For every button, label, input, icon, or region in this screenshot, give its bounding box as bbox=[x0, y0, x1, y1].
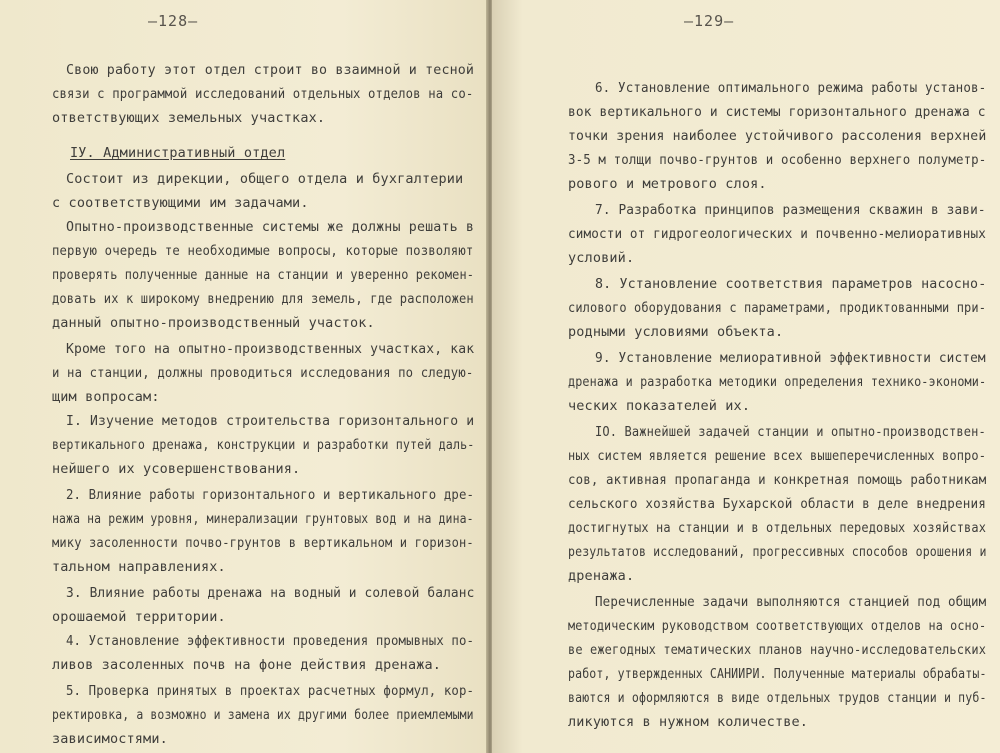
text-line: 5. Проверка принятых в проектах расчетных формул, кор- bbox=[66, 683, 475, 699]
right-page-number: —129— bbox=[684, 12, 735, 30]
text-line: 2. Влияние работы горизонтального и вертикального дре- bbox=[66, 487, 475, 503]
left-page-number: —128— bbox=[148, 12, 199, 30]
text-line: зависимостями. bbox=[52, 731, 168, 747]
text-line: 9. Установление мелиоративной эффективности систем bbox=[595, 350, 986, 366]
text-line: 6. Установление оптимального режима работы установ- bbox=[595, 80, 987, 96]
text-line: 3. Влияние работы дренажа на водный и солевой баланс bbox=[66, 585, 475, 601]
text-line: первую очередь те необходимые вопросы, которые позволяют bbox=[52, 243, 474, 259]
text-line: орошаемой территории. bbox=[52, 609, 226, 625]
text-line: I. Изучение методов строительства горизонтального и bbox=[66, 413, 475, 429]
text-line: данный опытно-производственный участок. bbox=[52, 315, 375, 331]
text-line: вок вертикального и системы горизонтального дренажа с bbox=[568, 104, 986, 120]
text-line: Опытно-производственные системы же должны решать в bbox=[66, 219, 475, 235]
text-line: вертикального дренажа, конструкции и разработки путей даль- bbox=[52, 437, 475, 453]
text-line: 4. Установление эффективности проведения промывных по- bbox=[66, 633, 475, 649]
text-line: связи с программой исследований отдельных отделов на со- bbox=[52, 86, 474, 102]
text-line: работ, утвержденных САНИИРИ. Полученные материалы обрабаты- bbox=[568, 666, 987, 682]
text-line: ликуются в нужном количестве. bbox=[568, 714, 809, 730]
text-line: ответствующих земельных участках. bbox=[52, 110, 326, 126]
text-line: рового и метрового слоя. bbox=[568, 176, 767, 192]
text-line: сов, активная пропаганда и конкретная помощь работникам bbox=[568, 472, 987, 488]
text-line: Перечисленные задачи выполняются станцией под общим bbox=[595, 594, 987, 610]
text-line: результатов исследований, прогрессивных способов орошения и bbox=[568, 544, 987, 560]
text-line: ливов засоленных почв на фоне действия дренажа. bbox=[52, 657, 442, 673]
text-line: родными условиями объекта. bbox=[568, 324, 784, 340]
text-line: ческих показателей их. bbox=[568, 398, 751, 414]
text-line: Свою работу этот отдел строит во взаимной и тесной bbox=[66, 62, 475, 78]
text-line: 3-5 м толщи почво-грунтов и особенно верхнего полуметр- bbox=[568, 152, 987, 168]
text-line: ваются и оформляются в виде отдельных трудов станции и пуб- bbox=[568, 690, 987, 706]
text-line: 7. Разработка принципов размещения скважин в зави- bbox=[595, 202, 986, 218]
text-line: Состоит из дирекции, общего отдела и бухгалтерии bbox=[66, 171, 464, 187]
text-line: ве ежегодных тематических планов научно-исследовательских bbox=[568, 642, 987, 658]
text-line: щим вопросам: bbox=[52, 389, 160, 405]
text-line: достигнутых на станции и в отдельных передовых хозяйствах bbox=[568, 520, 987, 536]
left-page bbox=[0, 0, 488, 753]
text-line: тальном направлениях. bbox=[52, 559, 226, 575]
text-line: ректировка, а возможно и замена их другими более приемлемыми bbox=[52, 707, 474, 723]
text-line: условий. bbox=[568, 250, 635, 266]
text-line: симости от гидрогеологических и почвенно-мелиоративных bbox=[568, 226, 986, 242]
text-line: методическим руководством соответствующих отделов на осно- bbox=[568, 618, 987, 634]
text-line: с соответствующими им задачами. bbox=[52, 195, 309, 211]
text-line: дренажа и разработка методики определения технико-экономи- bbox=[568, 374, 987, 390]
section-heading: IУ. Административный отдел bbox=[70, 145, 286, 161]
text-line: дренажа. bbox=[568, 568, 635, 584]
right-page bbox=[492, 0, 1000, 753]
text-line: нажа на режим уровня, минерализации грунтовых вод и на дина- bbox=[52, 511, 474, 527]
text-line: IO. Важнейшей задачей станции и опытно-производствен- bbox=[595, 424, 986, 440]
text-line: сельского хозяйства Бухарской области в деле внедрения bbox=[568, 496, 986, 512]
text-line: мику засоленности почво-грунтов в вертикальном и горизон- bbox=[52, 535, 474, 551]
text-line: проверять полученные данные на станции и уверенно рекомен- bbox=[52, 267, 475, 283]
text-line: и на станции, должны проводиться исследования по следую- bbox=[52, 365, 474, 381]
text-line: ных систем является решение всех вышеперечисленных вопро- bbox=[568, 448, 987, 464]
text-line: нейшего их усовершенствования. bbox=[52, 461, 301, 477]
text-line: 8. Установление соответствия параметров насосно- bbox=[595, 276, 987, 292]
text-line: Кроме того на опытно-производственных участках, как bbox=[66, 341, 475, 357]
text-line: довать их к широкому внедрению для земель, где расположен bbox=[52, 291, 474, 307]
text-line: силового оборудования с параметрами, продиктованными при- bbox=[568, 300, 987, 316]
text-line: точки зрения наиболее устойчивого рассоления верхней bbox=[568, 128, 987, 144]
